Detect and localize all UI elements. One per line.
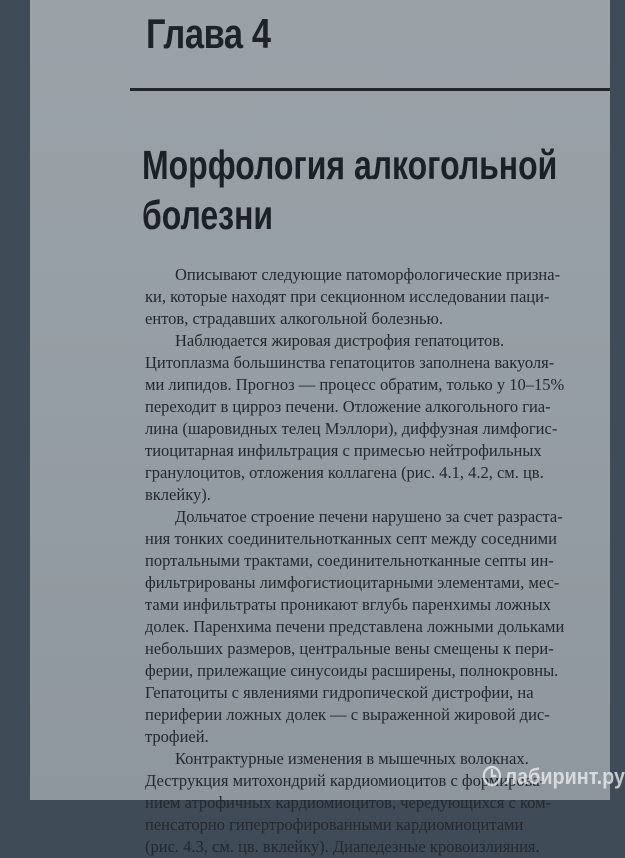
text-line: фильтрированы лимфогистиоцитарными элементами, мес- bbox=[145, 572, 585, 594]
paragraph bbox=[145, 264, 585, 330]
text-line: лина (шаровидных телец Мэллори), диффузная лимфогис- bbox=[145, 418, 585, 440]
text-line: Деструкция митохондрий кардиомиоцитов с формирова- bbox=[145, 770, 585, 792]
text-line: Наблюдается жировая дистрофия гепатоцитов. bbox=[145, 330, 585, 352]
text-line: ми липидов. Прогноз — процесс обратим, только у 10–15% bbox=[145, 374, 585, 396]
text-line: вклейку). bbox=[145, 484, 585, 506]
paragraph bbox=[145, 506, 585, 748]
text-line: ки, которые находят при секционном исследовании паци- bbox=[145, 286, 585, 308]
labirint-logo-icon bbox=[482, 765, 502, 787]
text-line: Гепатоциты с явлениями гидропической дистрофии, на bbox=[145, 682, 585, 704]
text-line: Описывают следующие патоморфологические призна- bbox=[145, 264, 585, 286]
chapter-divider bbox=[130, 88, 610, 91]
text-line: (рис. 4.3, см. цв. вклейку). Диапедезные кровоизлияния. bbox=[145, 836, 585, 858]
text-line: трофией. bbox=[145, 726, 585, 748]
chapter-title bbox=[142, 140, 557, 240]
book-page bbox=[30, 0, 610, 800]
text-line: гранулоцитов, отложения коллагена (рис. 4.1, 4.2, см. цв. bbox=[145, 462, 585, 484]
text-line: переходит в цирроз печени. Отложение алкогольного гиа- bbox=[145, 396, 585, 418]
watermark-text: лабиринт.ру bbox=[505, 764, 625, 789]
text-line: ферии, прилежащие синусоиды расширены, полнокровны. bbox=[145, 660, 585, 682]
text-line: ентов, страдавших алкогольной болезнью. bbox=[145, 308, 585, 330]
text-line: Дольчатое строение печени нарушено за счет разраста- bbox=[145, 506, 585, 528]
text-line: Цитоплазма большинства гепатоцитов заполнена вакуоля- bbox=[145, 352, 585, 374]
text-line: нием атрофичных кардиомиоцитов, чередующихся с ком- bbox=[145, 792, 585, 814]
watermark bbox=[482, 764, 625, 790]
text-line: пенсаторно гипертрофированными кардиомиоцитами bbox=[145, 814, 585, 836]
text-line: тиоцитарная инфильтрация с примесью нейтрофильных bbox=[145, 440, 585, 462]
text-line: тами инфильтраты проникают вглубь паренхимы ложных bbox=[145, 594, 585, 616]
text-line: периферии ложных долек — с выраженной жировой дис- bbox=[145, 704, 585, 726]
paragraph bbox=[145, 330, 585, 506]
chapter-title-line: Морфология алкогольной bbox=[142, 140, 557, 190]
text-line: ния тонких соединительнотканных септ между соседними bbox=[145, 528, 585, 550]
text-line: портальными трактами, соединительнотканные септы ин- bbox=[145, 550, 585, 572]
text-line: долек. Паренхима печени представлена ложными дольками bbox=[145, 616, 585, 638]
chapter-title-line: болезни bbox=[142, 190, 557, 240]
text-line: Контрактурные изменения в мышечных волокнах. bbox=[145, 748, 585, 770]
text-line: небольших размеров, центральные вены смещены к пери- bbox=[145, 638, 585, 660]
chapter-label: Глава 4 bbox=[146, 10, 271, 58]
